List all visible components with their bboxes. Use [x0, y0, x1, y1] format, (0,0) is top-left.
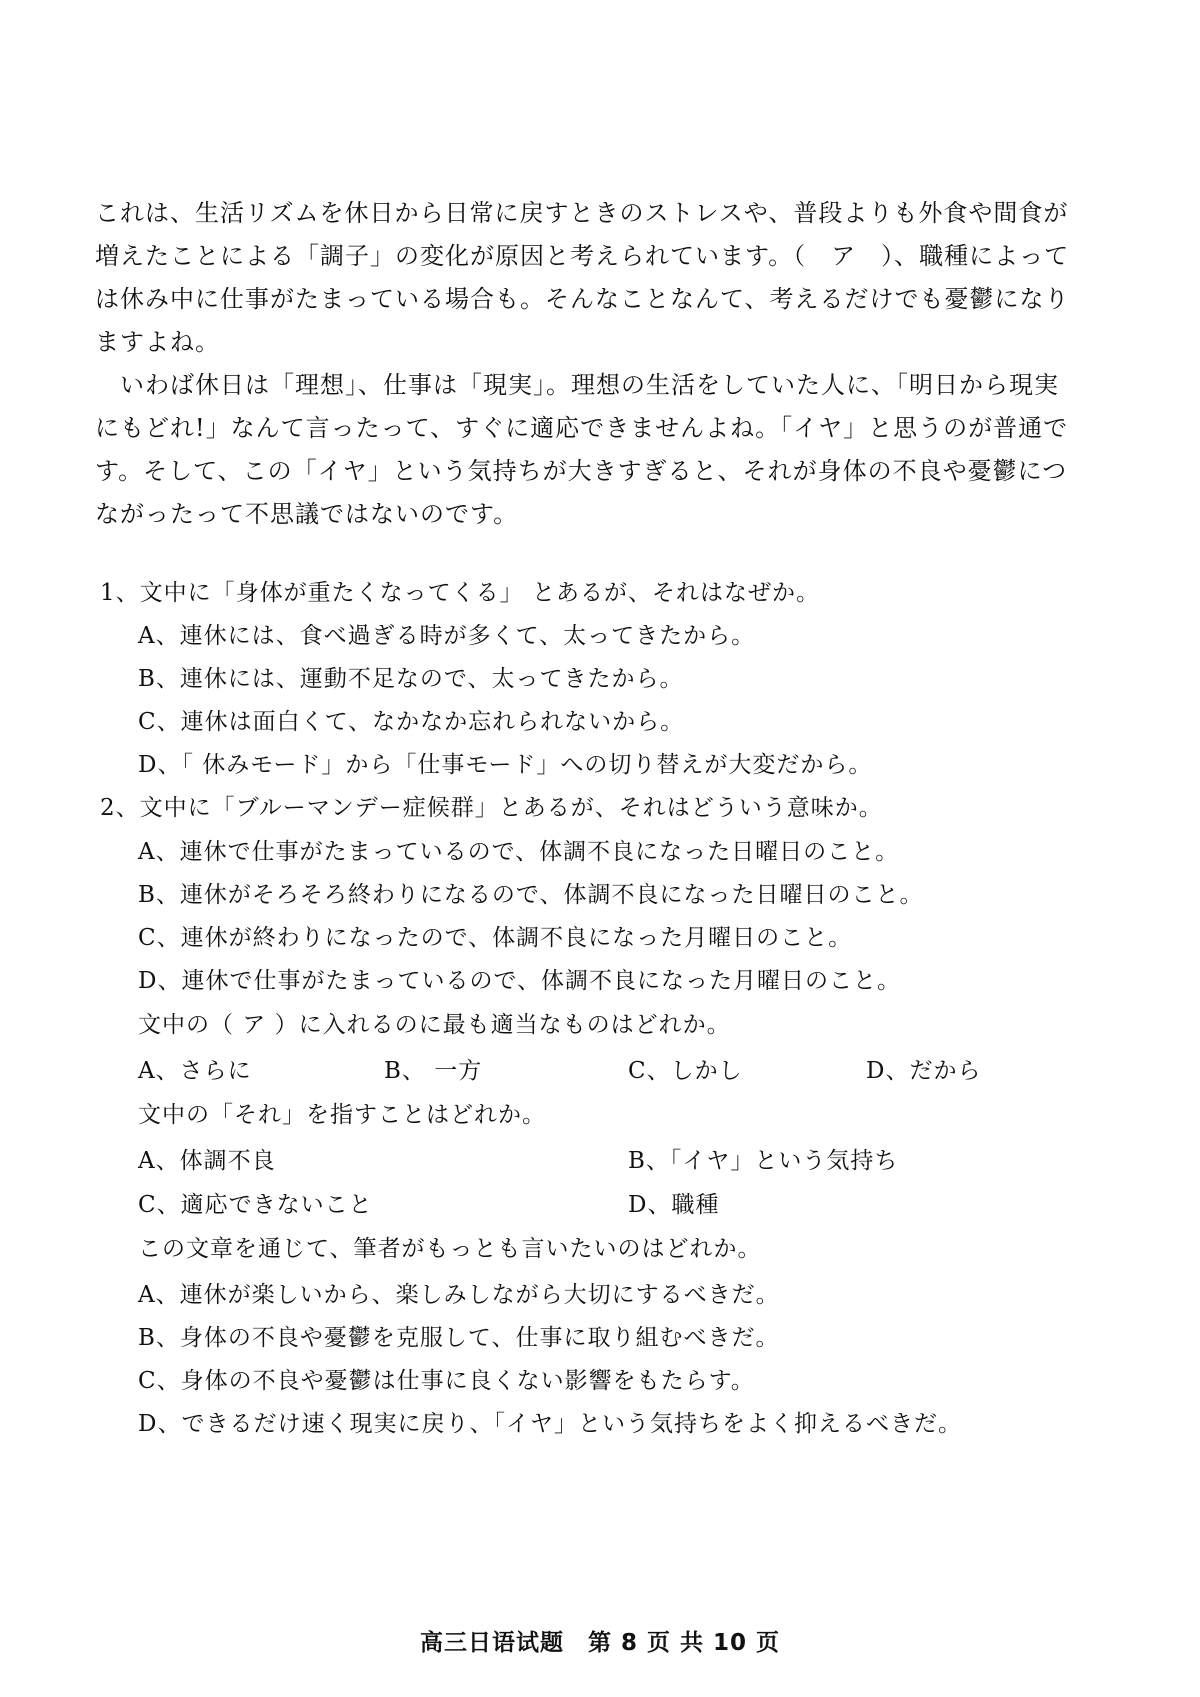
question-prompt: 文中の「それ」を指すことはどれか。 — [138, 1102, 546, 1128]
passage-line: す。そして、この「イヤ」という気持ちが大きすぎると、それが身体の不良や憂鬱につ — [95, 457, 1068, 485]
answer-option[interactable]: B、身体の不良や憂鬱を克服して、仕事に取り組むべきだ。 — [138, 1325, 780, 1351]
answer-option[interactable]: C、しかし — [628, 1058, 743, 1084]
answer-option[interactable]: A、連休で仕事がたまっているので、体調不良になった日曜日のこと。 — [138, 839, 900, 865]
answer-option[interactable]: D、できるだけ速く現実に戻り、「イヤ」という気持ちをよく抑えるべきだ。 — [138, 1411, 962, 1437]
answer-option[interactable]: C、連休が終わりになったので、体調不良になった月曜日のこと。 — [138, 925, 853, 951]
question-prompt: この文章を通じて、筆者がもっとも言いたいのはどれか。 — [138, 1236, 762, 1262]
answer-option[interactable]: A、さらに — [138, 1058, 252, 1084]
answer-option[interactable]: D、だから — [866, 1058, 982, 1084]
answer-option[interactable]: B、 一方 — [384, 1058, 483, 1084]
answer-option[interactable]: D、「 休みモード」から「仕事モード」への切り替えが大変だから。 — [138, 752, 873, 778]
passage-line: ながったって不思議ではないのです。 — [95, 500, 519, 528]
question-prompt: 文中の（ ア ）に入れるのに最も適当なものはどれか。 — [138, 1012, 731, 1038]
answer-option[interactable]: D、連休で仕事がたまっているので、体調不良になった月曜日のこと。 — [138, 968, 901, 994]
answer-option[interactable]: C、連休は面白くて、なかなか忘れられないから。 — [138, 709, 685, 735]
answer-option[interactable]: B、「イヤ」という気持ち — [628, 1148, 899, 1174]
question-prompt: 2、文中に「ブルーマンデー症候群」とあるが、それはどういう意味か。 — [100, 795, 883, 821]
passage-line: にもどれ!」なんて言ったって、すぐに適応できませんよね。「イヤ」と思うのが普通で — [95, 414, 1069, 442]
passage-line: ますよね。 — [95, 328, 220, 356]
passage-line: これは、生活リズムを休日から日常に戻すときのストレスや、普段よりも外食や間食が — [95, 199, 1069, 227]
page-footer: 高三日语试题 第 8 页 共 10 页 — [419, 1630, 781, 1656]
answer-option[interactable]: C、身体の不良や憂鬱は仕事に良くない影響をもたらす。 — [138, 1368, 755, 1394]
answer-option[interactable]: A、体調不良 — [138, 1148, 276, 1174]
answer-option[interactable]: A、連休が楽しいから、楽しみしながら大切にするべきだ。 — [138, 1282, 780, 1308]
answer-option[interactable]: C、適応できないこと — [138, 1192, 373, 1218]
passage-line: いわば休日は「理想」、仕事は「現実」。理想の生活をしていた人に、「明日から現実 — [95, 371, 1059, 399]
answer-option[interactable]: B、連休がそろそろ終わりになるので、体調不良になった日曜日のこと。 — [138, 882, 924, 908]
answer-option[interactable]: B、連休には、運動不足なので、太ってきたから。 — [138, 666, 684, 692]
passage-line: 増えたことによる「調子」の変化が原因と考えられています。（ ア ）、職種によって — [95, 242, 1070, 270]
passage-line: は休み中に仕事がたまっている場合も。そんなことなんて、考えるだけでも憂鬱になり — [95, 285, 1070, 313]
question-prompt: 1、文中に「身体が重たくなってくる」 とあるが、それはなぜか。 — [100, 580, 820, 606]
answer-option[interactable]: D、職種 — [628, 1192, 720, 1218]
answer-option[interactable]: A、連休には、食べ過ぎる時が多くて、太ってきたから。 — [138, 623, 756, 649]
